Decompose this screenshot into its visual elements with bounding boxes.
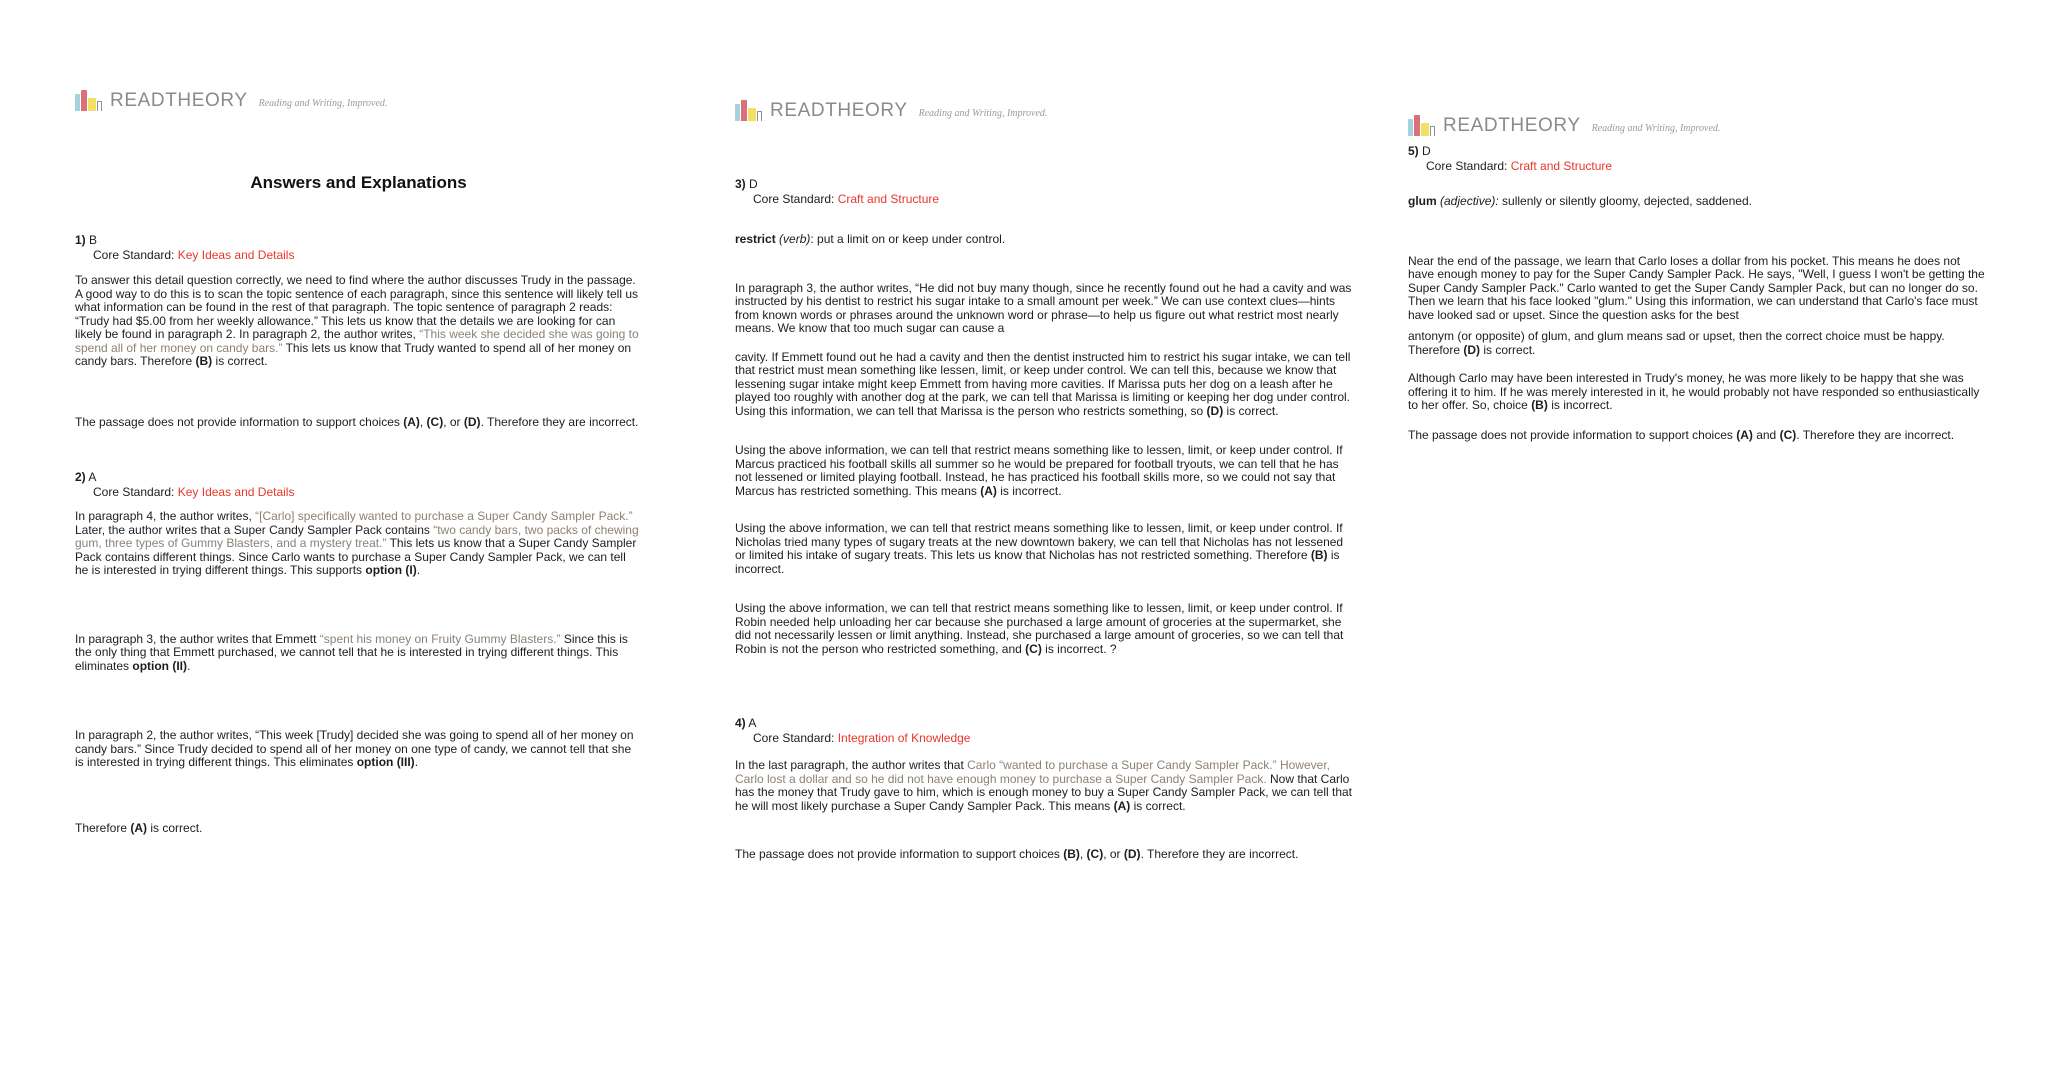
readtheory-tagline: Reading and Writing, Improved. bbox=[258, 98, 388, 109]
emphasis-text: (C) bbox=[1779, 427, 1797, 442]
page-1 bbox=[75, 85, 642, 835]
readtheory-wordmark: READTHEORY bbox=[770, 100, 908, 121]
question-number: 5) bbox=[1408, 144, 1419, 158]
core-standard-value: Key Ideas and Details bbox=[177, 247, 295, 262]
emphasis-text: (D) bbox=[463, 414, 481, 429]
question-number-answer: 4) A bbox=[735, 716, 757, 730]
emphasis-text: (A) bbox=[1736, 427, 1753, 442]
page-3 bbox=[1408, 110, 1986, 442]
emphasis-text: (B) bbox=[1531, 398, 1548, 412]
emphasis-text: (A) bbox=[130, 820, 148, 835]
quoted-text: “spent his money on Fruity Gummy Blasters.” bbox=[319, 631, 561, 646]
explanation-paragraph: In paragraph 3, the author writes that Emmett “spent his money on Fruity Gummy Blasters.” Since this is the only thing that Emmett purchased, we cannot tell that he is interested in trying different things. This eliminates option (II). bbox=[75, 631, 628, 673]
emphasis-text: (B) bbox=[195, 354, 213, 368]
page-1-content bbox=[75, 173, 642, 835]
emphasis-text: (D) bbox=[1206, 403, 1224, 418]
readtheory-tagline: Reading and Writing, Improved. bbox=[1591, 123, 1721, 134]
page-3-content bbox=[1408, 144, 1986, 442]
page-2-content bbox=[735, 177, 1355, 862]
question-number-answer: 3) D bbox=[735, 177, 758, 191]
quoted-text: “[Carlo] specifically wanted to purchase a Super Candy Sampler Pack.” bbox=[255, 509, 633, 523]
question-number: 3) bbox=[735, 177, 746, 191]
core-standard-value: Key Ideas and Details bbox=[177, 484, 295, 499]
explanation-paragraph: In paragraph 2, the author writes, “This week [Trudy] decided she was going to spend all of her money on candy bars.” Since Trudy decided to spend all of her money on one type of candy, we cannot tell that she is interested in trying different things. This eliminates option (III). bbox=[75, 728, 634, 769]
core-standard-line: Core Standard: Key Ideas and Details bbox=[93, 247, 295, 262]
quoted-text: Carlo “wanted to purchase a Super Candy Sampler Pack.” However, Carlo lost a dollar and so he did not have enough money to purchase a Super Candy Sampler Pack. bbox=[735, 758, 1330, 786]
explanation-paragraph: Near the end of the passage, we learn that Carlo loses a dollar from his pocket. This means he does not have enough money to pay for the Super Candy Sampler Pack. He says, "Well, I guess I won't be getting the Super Candy Sampler Pack." Carlo wanted to get the Super Candy Sampler Pack, but can no longer do so. Then we learn that his face looked "glum." Using this information, we can understand that Carlo's face must have looked sad or upset. Since the question asks for the best bbox=[1408, 253, 1985, 322]
answers-title: Answers and Explanations bbox=[250, 173, 467, 192]
emphasis-text: (D) bbox=[1463, 342, 1481, 357]
question-number-answer: 5) D bbox=[1408, 144, 1431, 158]
core-standard-line: Core Standard: Integration of Knowledge bbox=[753, 730, 971, 745]
explanation-paragraph: In paragraph 4, the author writes, “[Carlo] specifically wanted to purchase a Super Candy Sampler Pack.” Later, the author writes that a Super Candy Sampler Pack contains “two candy bars, two packs of chewing gum, three types of Gummy Blasters, and a mystery treat.” This lets us know that a Super Candy Sampler Pack contains different things. Since Carlo wants to purchase a Super Candy Sampler Pack, we can tell he is interested in trying different things. This supports option (I). bbox=[75, 509, 639, 577]
emphasis-text: (C) bbox=[1025, 641, 1042, 656]
readtheory-books-icon bbox=[75, 89, 102, 111]
explanation-paragraph: In paragraph 3, the author writes, “He did not buy many though, since he recently found out he had a cavity and was instructed by his dentist to restrict his sugar intake to a small amount per week.” We can use context clues—hints from known words or phrases around the unknown word or phrase—to help us figure out what restrict most nearly means. We know that too much sugar can cause a bbox=[735, 280, 1352, 335]
quoted-text: “This week she decided she was going to spend all of her money on candy bars.” bbox=[75, 327, 639, 355]
emphasis-text: (A) bbox=[1113, 798, 1131, 813]
emphasis-text: (A) bbox=[403, 414, 420, 429]
emphasis-text: (C) bbox=[1086, 847, 1104, 861]
emphasis-text: (D) bbox=[1123, 847, 1141, 861]
readtheory-logo bbox=[1408, 110, 1986, 136]
explanation-paragraph: Therefore (A) is correct. bbox=[75, 820, 203, 835]
emphasis-text: option (II) bbox=[132, 658, 188, 673]
question-header bbox=[735, 177, 1355, 206]
emphasis-text: (C) bbox=[426, 414, 444, 429]
explanation-paragraph: To answer this detail question correctly, we need to find where the author discusses Trudy in the passage. A good way to do this is to scan the topic sentence of each paragraph, since this sentence will likely tell us what information can be found in the rest of that paragraph. The topic sentence of paragraph 2 reads: “Trudy had $5.00 from her weekly allowance.” This lets us know that the details we are looking for can likely be found in paragraph 2. In paragraph 2, the author writes, “This week she decided she was going to spend all of her money on candy bars.” This lets us know that Trudy wanted to spend all of her money on candy bars. Therefore (B) is correct. bbox=[75, 273, 639, 368]
readtheory-wordmark: READTHEORY bbox=[1443, 115, 1581, 136]
question-header bbox=[75, 470, 642, 499]
emphasis-text: (B) bbox=[1063, 847, 1080, 861]
emphasis-text: (adjective): bbox=[1440, 194, 1499, 208]
explanation-paragraph: The passage does not provide information to support choices (A), (C), or (D). Therefore they are incorrect. bbox=[75, 414, 639, 429]
readtheory-logo bbox=[735, 95, 1355, 121]
page-2 bbox=[735, 95, 1355, 862]
question-header bbox=[75, 233, 642, 262]
emphasis-text: option (I) bbox=[365, 563, 417, 577]
readtheory-books-icon bbox=[735, 99, 762, 121]
readtheory-wordmark: READTHEORY bbox=[110, 90, 248, 111]
core-standard-line: Core Standard: Craft and Structure bbox=[1426, 158, 1613, 173]
definition: restrict (verb): put a limit on or keep under control. bbox=[735, 232, 1006, 246]
readtheory-tagline: Reading and Writing, Improved. bbox=[918, 108, 1048, 119]
emphasis-text: restrict bbox=[735, 232, 776, 246]
question-number: 2) bbox=[75, 470, 86, 484]
explanation-paragraph: The passage does not provide information to support choices (B), (C), or (D). Therefore they are incorrect. bbox=[735, 847, 1299, 861]
question-number: 1) bbox=[75, 233, 86, 247]
explanation-paragraph: Using the above information, we can tell that restrict means something like to lessen, limit, or keep under control. If Robin needed help unloading her car because she purchased a large amount of groceries at the supermarket, she did not necessarily lessen or limit anything. Instead, she purchased a large amount of groceries, so we can tell that Robin is not the person who restricted something, and (C) is incorrect. ? bbox=[735, 601, 1344, 656]
explanation-paragraph: Using the above information, we can tell that restrict means something like to lessen, limit, or keep under control. If Nicholas tried many types of sugary treats at the new downtown bakery, we can tell that Nicholas has not lessened or limited his intake of sugary treats. This lets us know that Nicholas has not restricted something. Therefore (B) is incorrect. bbox=[735, 521, 1344, 576]
explanation-paragraph: In the last paragraph, the author writes that Carlo “wanted to purchase a Super Candy Sampler Pack.” However, Carlo lost a dollar and so he did not have enough money to purchase a Super Candy Sampler Pack. Now that Carlo has the money that Trudy gave to him, which is enough money to buy a Super Candy Sampler Pack, we can tell that he will most likely purchase a Super Candy Sampler Pack. This means (A) is correct. bbox=[735, 758, 1353, 813]
explanation-paragraph: cavity. If Emmett found out he had a cavity and then the dentist instructed him to restrict his sugar intake, we can tell that restrict must mean something like lessen, limit, or keep under control. We can tell this, because we know that lessening sugar intake might keep Emmett from having more cavities. If Marissa puts her dog on a leash after he played too roughly with another dog at the park, we can tell that Marissa is limiting or keeping her dog under control. Using this information, we can tell that Marissa is the person who restricts something, so (D) is correct. bbox=[735, 349, 1351, 418]
explanation-paragraph: Using the above information, we can tell that restrict means something like to lessen, limit, or keep under control. If Marcus practiced his football skills all summer so he would be prepared for football tryouts, we can tell that he has not lessened or limited playing football. Instead, he has practiced his football skills more, so we could not say that Marcus has restricted something. This means (A) is incorrect. bbox=[735, 443, 1343, 498]
readtheory-books-icon bbox=[1408, 114, 1435, 136]
question-number-answer: 1) B bbox=[75, 233, 98, 247]
emphasis-text: option (III) bbox=[356, 755, 415, 769]
explanation-paragraph: The passage does not provide information to support choices (A) and (C). Therefore they are incorrect. bbox=[1408, 427, 1955, 442]
question-number-answer: 2) A bbox=[75, 470, 97, 484]
question-number: 4) bbox=[735, 716, 746, 730]
readtheory-logo bbox=[75, 85, 642, 111]
question-header bbox=[735, 716, 1355, 745]
core-standard-value: Craft and Structure bbox=[837, 191, 940, 206]
emphasis-text: (B) bbox=[1310, 548, 1328, 562]
explanation-paragraph: antonym (or opposite) of glum, and glum means sad or upset, then the correct choice must be happy. Therefore (D) is correct. bbox=[1408, 329, 1945, 357]
emphasis-text: (A) bbox=[980, 483, 997, 498]
quoted-text: “two candy bars, two packs of chewing gum, three types of Gummy Blasters, and a mystery treat.” bbox=[75, 522, 639, 550]
definition: glum (adjective): sullenly or silently gloomy, dejected, saddened. bbox=[1408, 194, 1752, 208]
emphasis-text: glum bbox=[1408, 194, 1437, 208]
question-header bbox=[1408, 144, 1986, 173]
core-standard-line: Core Standard: Key Ideas and Details bbox=[93, 484, 295, 499]
core-standard-value: Craft and Structure bbox=[1510, 158, 1613, 173]
core-standard-line: Core Standard: Craft and Structure bbox=[753, 191, 940, 206]
core-standard-value: Integration of Knowledge bbox=[837, 730, 971, 745]
emphasis-text: (verb) bbox=[779, 232, 811, 246]
explanation-paragraph: Although Carlo may have been interested in Trudy's money, he was more likely to be happy that she was offering it to him. If he was merely interested in it, he would probably not have responded so enthusiastically to her offer. So, choice (B) is incorrect. bbox=[1408, 371, 1980, 412]
